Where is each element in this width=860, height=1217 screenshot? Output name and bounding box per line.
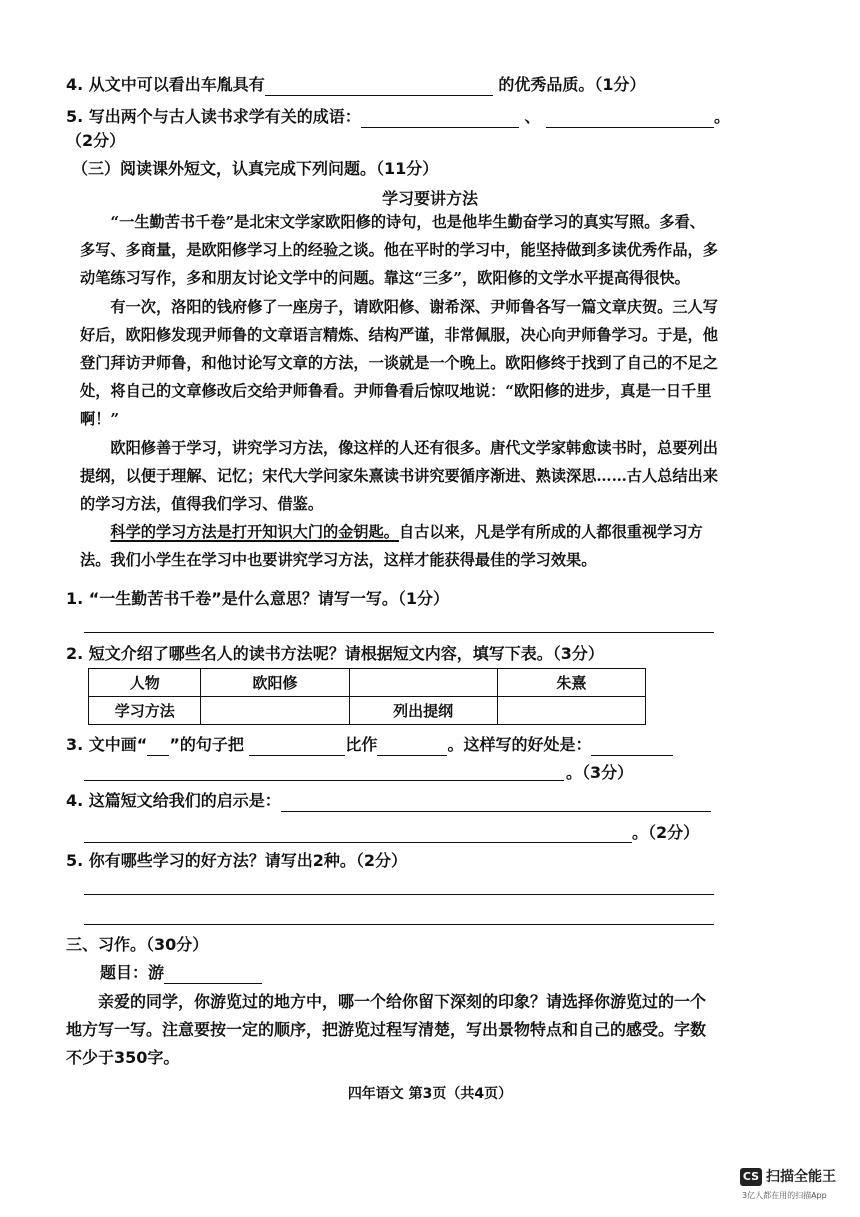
passage xyxy=(80,208,720,575)
answer-blank[interactable] xyxy=(281,793,711,812)
passage-title: 学习要讲方法 xyxy=(381,189,478,208)
page-footer: 四年语文 第3页（共4页） xyxy=(347,1086,513,1102)
table-row xyxy=(89,697,646,725)
table-cell: 学习方法 xyxy=(89,697,201,725)
q3-end: 。（3分） xyxy=(566,763,634,782)
section-3-heading: （三）阅读课外短文，认真完成下列问题。（11分） xyxy=(72,159,439,178)
answer-line[interactable] xyxy=(84,780,564,781)
question-5-top xyxy=(66,106,730,128)
topic-blank[interactable] xyxy=(164,965,262,984)
paragraph-2: 有一次，洛阳的钱府修了一座房子，请欧阳修、谢希深、尹师鲁各写一篇文章庆贺。三人写好后，欧阳修发现尹师鲁的文章语言精炼、结构严谨，非常佩服，决心向尹师鲁学习。于是，他登门拜访尹师鲁，和他讨论写文章的方法，一谈就是一个晚上。欧阳修终于找到了自己的不足之处，将自己的文章修改后交给尹师鲁看。尹师鲁看后惊叹地说：“欧阳修的进步，真是一日千里啊！” xyxy=(80,297,718,429)
q4-prompt: 4. 这篇短文给我们的启示是： xyxy=(66,791,281,810)
table-cell[interactable] xyxy=(497,697,645,725)
topic-label: 题目：游 xyxy=(100,963,165,982)
q3-part-b: ”的句子把 xyxy=(169,735,244,754)
q5-prefix: 5. 写出两个与古人读书求学有关的成语： xyxy=(66,107,361,126)
methods-table xyxy=(88,668,646,725)
table-cell[interactable] xyxy=(349,669,497,697)
scanner-watermark xyxy=(740,1168,850,1208)
question-4-top xyxy=(66,74,730,96)
q3-part-a: 3. 文中画“ xyxy=(66,735,148,754)
answer-blank[interactable] xyxy=(377,737,447,756)
q4-end: 。（2分） xyxy=(632,823,700,842)
answer-blank[interactable] xyxy=(591,737,673,756)
underlined-sentence: 科学的学习方法是打开知识大门的金钥匙。 xyxy=(110,523,399,542)
writing-heading: 三、习作。（30分） xyxy=(66,935,209,954)
app-name: 扫描全能王 xyxy=(766,1169,836,1185)
answer-blank[interactable] xyxy=(546,109,714,128)
answer-line[interactable] xyxy=(84,894,714,895)
paragraph-3: 欧阳修善于学习，讲究学习方法，像这样的人还有很多。唐代文学家韩愈读书时，总要列出提纲，以便于理解、记忆；宋代大学问家朱熹读书讲究要循序渐进、熟读深思……古人总结出来的学习方法，值得我们学习、借鉴。 xyxy=(80,438,718,514)
table-row xyxy=(89,669,646,697)
paragraph-4 xyxy=(80,518,720,574)
table-cell: 人物 xyxy=(89,669,201,697)
answer-blank[interactable] xyxy=(249,737,345,756)
question-1: 1. “一生勤苦书千卷”是什么意思？请写一写。（1分） xyxy=(66,589,449,608)
paragraph-1: “一生勤苦书千卷”是北宋文学家欧阳修的诗句，也是他毕生勤奋学习的真实写照。多看、多写、多商量，是欧阳修学习上的经验之谈。他在平时的学习中，能坚持做到多读优秀作品，多动笔练习写作，多和朋友讨论文学中的问题。靠这“三多”，欧阳修的文学水平提高得很快。 xyxy=(80,213,718,288)
q4-suffix: 的优秀品质。（1分） xyxy=(498,75,646,94)
q3-part-d: 。这样写的好处是： xyxy=(447,735,592,754)
writing-prompt: 亲爱的同学，你游览过的地方中，哪一个给你留下深刻的印象？请选择你游览过的一个地方写一写。注意要按一定的顺序，把游览过程写清楚，写出景物特点和自己的感受。字数不少于350字。 xyxy=(66,992,707,1067)
table-cell[interactable] xyxy=(201,697,349,725)
answer-line[interactable] xyxy=(84,632,714,633)
table-cell: 欧阳修 xyxy=(201,669,349,697)
q5-separator: 、 xyxy=(524,107,541,126)
table-cell: 列出提纲 xyxy=(349,697,497,725)
answer-blank[interactable] xyxy=(265,77,493,96)
question-3 xyxy=(66,734,730,756)
writing-topic xyxy=(100,962,730,984)
answer-blank[interactable] xyxy=(361,109,519,128)
cs-logo-icon: CS xyxy=(740,1168,762,1186)
answer-line[interactable] xyxy=(84,924,714,925)
question-5: 5. 你有哪些学习的好方法？请写出2种。（2分） xyxy=(66,851,408,870)
q4-prefix: 4. 从文中可以看出车胤具有 xyxy=(66,75,265,94)
paragraph-4-rest: 自古以来，凡是学有所成的人都很重视学习方法。我们小学生在学习中也要讲究学习方法，这样才能获得最佳的学习效果。 xyxy=(80,523,703,570)
question-2: 2. 短文介绍了哪些名人的读书方法呢？请根据短文内容，填写下表。（3分） xyxy=(66,644,604,663)
question-4 xyxy=(66,790,730,812)
q3-part-c: 比作 xyxy=(345,735,378,754)
q5-end: 。 xyxy=(713,107,730,126)
answer-line[interactable] xyxy=(84,842,632,843)
table-cell: 朱熹 xyxy=(497,669,645,697)
underline-marker xyxy=(147,737,169,756)
q5-score: （2分） xyxy=(66,131,126,150)
app-tagline: 3亿人都在用的扫描App xyxy=(742,1191,827,1200)
